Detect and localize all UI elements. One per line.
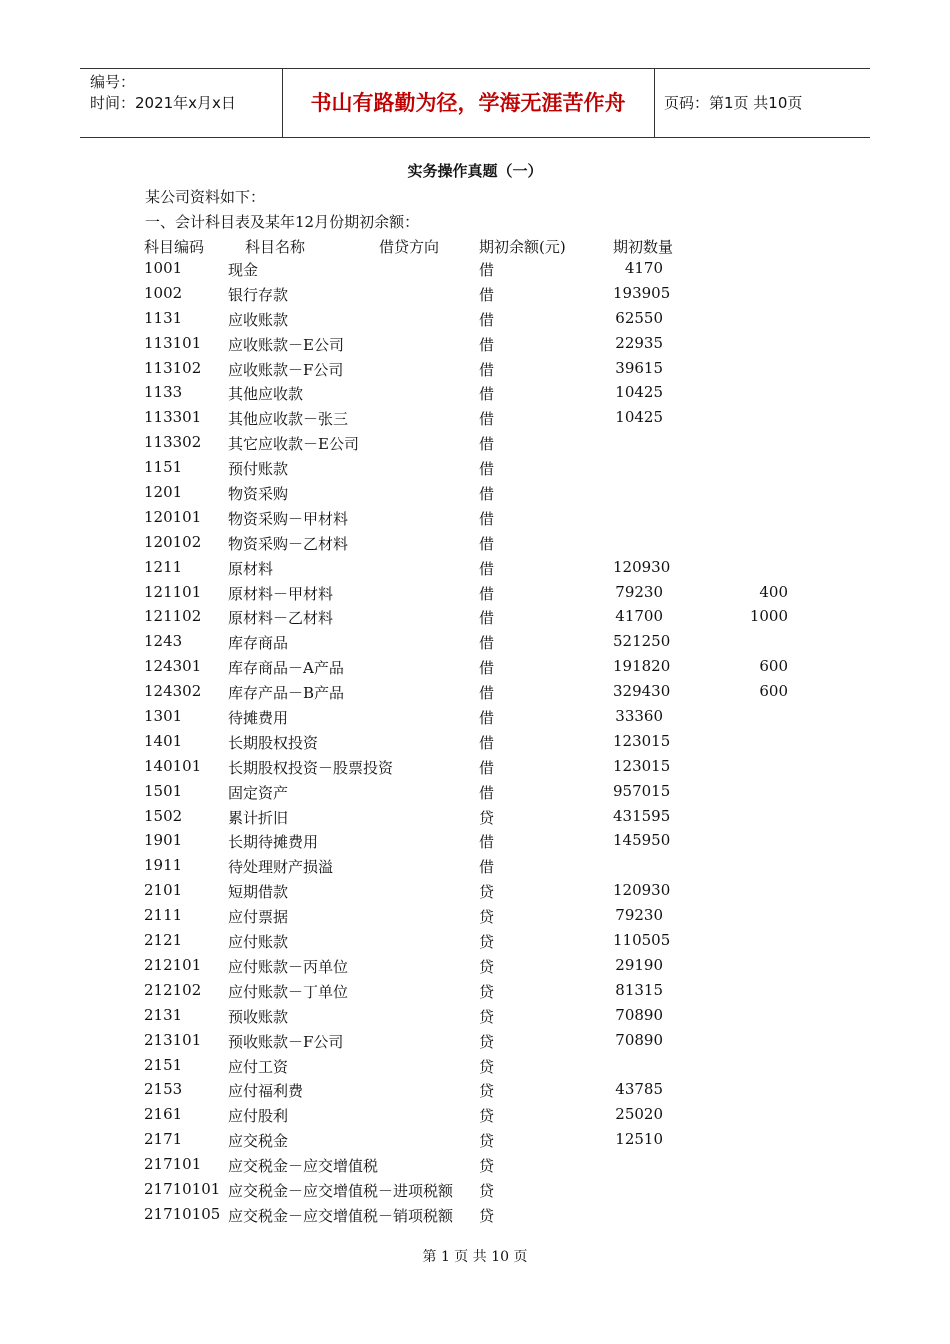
debit-credit-direction: 借 [479,584,495,603]
table-row [0,881,950,906]
account-name: 待摊费用 [228,709,289,728]
debit-credit-direction: 贷 [479,1082,495,1101]
account-name: 长期股权投资 [228,733,319,752]
account-code: 1001 [144,259,183,277]
account-name: 库存产品－B产品 [228,684,345,703]
table-row [0,956,950,981]
account-name: 应交税金 [228,1132,289,1151]
table-row [0,657,950,682]
opening-balance: 39615 [615,358,663,377]
column-header-direction: 借贷方向 [379,238,440,256]
table-row [0,259,950,284]
table-row [0,558,950,583]
account-name: 应付福利费 [228,1082,304,1101]
opening-balance: 110505 [613,931,671,950]
account-code: 1151 [144,458,183,477]
table-row [0,831,950,856]
debit-credit-direction: 借 [479,435,495,454]
opening-balance: 81315 [615,980,663,999]
opening-balance: 191820 [613,657,671,676]
account-name: 其它应收款－E公司 [228,435,359,454]
header-page-label: 页码：第1页 共10页 [664,94,803,112]
account-name: 长期待摊费用 [228,833,319,852]
opening-balance: 25020 [615,1105,663,1124]
account-code: 1133 [144,383,183,402]
account-code: 21710105 [144,1204,221,1223]
debit-credit-direction: 借 [479,534,495,553]
opening-quantity: 600 [759,657,788,676]
debit-credit-direction: 借 [479,634,495,653]
debit-credit-direction: 贷 [479,1132,495,1151]
table-row [0,632,950,657]
document-title: 实务操作真题（一） [407,162,543,180]
opening-quantity: 600 [759,682,788,701]
opening-balance: 145950 [613,831,671,850]
account-name: 应付账款－丁单位 [228,982,349,1001]
debit-credit-direction: 借 [479,509,495,528]
table-row [0,807,950,832]
column-header-balance: 期初余额(元) [479,238,566,256]
account-name: 原材料－甲材料 [228,584,334,603]
debit-credit-direction: 借 [479,410,495,429]
account-table [0,259,950,1230]
account-code: 113301 [144,408,202,427]
account-name: 物资采购 [228,485,289,504]
debit-credit-direction: 贷 [479,1107,495,1126]
table-row [0,981,950,1006]
table-row [0,1130,950,1155]
account-name: 预收账款 [228,1007,289,1026]
opening-balance: 120930 [613,881,671,900]
column-header-code: 科目编码 [144,238,205,256]
debit-credit-direction: 借 [479,659,495,678]
account-code: 1401 [144,731,183,750]
opening-balance: 41700 [615,607,663,626]
account-code: 1911 [144,856,183,875]
table-row [0,1180,950,1205]
account-code: 2101 [144,881,183,900]
account-name: 应收账款 [228,310,289,329]
debit-credit-direction: 借 [479,360,495,379]
debit-credit-direction: 借 [479,733,495,752]
debit-credit-direction: 贷 [479,957,495,976]
debit-credit-direction: 借 [479,833,495,852]
opening-balance: 22935 [615,333,663,352]
debit-credit-direction: 借 [479,783,495,802]
table-row [0,508,950,533]
table-row [0,309,950,334]
account-name: 应付账款－丙单位 [228,957,349,976]
table-row [0,583,950,608]
account-code: 2121 [144,931,183,950]
table-row [0,458,950,483]
account-name: 原材料 [228,559,274,578]
account-code: 217101 [144,1155,202,1174]
page-footer: 第 1 页 共 10 页 [422,1249,528,1265]
account-name: 其他应收款 [228,385,304,404]
account-code: 2171 [144,1130,183,1149]
account-name: 应交税金－应交增值税 [228,1157,379,1176]
opening-balance: 10425 [615,383,663,402]
account-code: 2131 [144,1005,183,1024]
account-name: 应付票据 [228,908,289,927]
table-row [0,1031,950,1056]
account-code: 140101 [144,756,202,775]
opening-balance: 4170 [624,259,663,277]
opening-quantity: 1000 [749,607,788,626]
account-code: 1301 [144,707,183,726]
account-name: 预付账款 [228,460,289,479]
header-meta [90,72,236,114]
debit-credit-direction: 贷 [479,883,495,902]
account-name: 应交税金－应交增值税－销项税额 [228,1206,454,1225]
account-code: 1901 [144,831,183,850]
debit-credit-direction: 借 [479,385,495,404]
debit-credit-direction: 借 [479,310,495,329]
account-code: 2161 [144,1105,183,1124]
debit-credit-direction: 借 [479,460,495,479]
account-name: 应付工资 [228,1057,289,1076]
account-code: 124301 [144,657,202,676]
table-row [0,408,950,433]
opening-balance: 33360 [615,707,663,726]
table-row [0,1056,950,1081]
opening-balance: 62550 [615,308,663,327]
account-name: 库存商品－A产品 [228,659,344,678]
opening-quantity: 400 [759,582,788,601]
table-row [0,906,950,931]
debit-credit-direction: 贷 [479,1032,495,1051]
account-name: 物资采购－甲材料 [228,509,349,528]
debit-credit-direction: 借 [479,261,495,279]
debit-credit-direction: 借 [479,684,495,703]
table-row [0,931,950,956]
account-code: 21710101 [144,1179,221,1198]
debit-credit-direction: 贷 [479,1157,495,1176]
opening-balance: 957015 [613,781,671,800]
account-code: 1002 [144,283,183,302]
opening-balance: 12510 [615,1130,663,1149]
number-label: 编号： [90,73,136,91]
table-row [0,483,950,508]
debit-credit-direction: 借 [479,609,495,628]
opening-balance: 29190 [615,955,663,974]
opening-balance: 70890 [615,1030,663,1049]
account-name: 库存商品 [228,634,289,653]
time-label: 时间：2021年x月x日 [90,94,236,112]
account-code: 113302 [144,433,202,452]
table-row [0,359,950,384]
opening-balance: 43785 [615,1080,663,1099]
opening-balance: 70890 [615,1005,663,1024]
account-code: 1502 [144,806,183,825]
account-code: 2111 [144,906,183,925]
account-code: 113101 [144,333,202,352]
table-row [0,707,950,732]
account-name: 原材料－乙材料 [228,609,334,628]
debit-credit-direction: 贷 [479,808,495,827]
account-code: 2151 [144,1055,183,1074]
account-code: 1201 [144,483,183,502]
account-name: 待处理财产损溢 [228,858,334,877]
debit-credit-direction: 贷 [479,1057,495,1076]
debit-credit-direction: 贷 [479,1206,495,1225]
debit-credit-direction: 贷 [479,933,495,952]
table-row [0,533,950,558]
account-name: 长期股权投资－股票投资 [228,758,394,777]
table-row [0,284,950,309]
table-row [0,1006,950,1031]
account-code: 212102 [144,980,202,999]
account-code: 121101 [144,582,202,601]
account-code: 213101 [144,1030,202,1049]
opening-balance: 123015 [613,731,671,750]
table-row [0,433,950,458]
account-code: 121102 [144,607,202,626]
table-row [0,334,950,359]
table-header [0,236,950,258]
opening-balance: 521250 [613,632,671,651]
account-code: 120102 [144,532,202,551]
debit-credit-direction: 借 [479,858,495,877]
account-code: 1243 [144,632,183,651]
opening-balance: 123015 [613,756,671,775]
table-row [0,1205,950,1230]
account-code: 1131 [144,308,183,327]
header-divider [654,69,655,137]
column-header-quantity: 期初数量 [613,238,674,256]
account-name: 其他应收款－张三 [228,410,349,429]
section-heading: 一、会计科目表及某年12月份期初余额： [145,213,420,231]
account-name: 物资采购－乙材料 [228,534,349,553]
debit-credit-direction: 借 [479,758,495,777]
account-code: 113102 [144,358,202,377]
table-row [0,1155,950,1180]
table-row [0,757,950,782]
debit-credit-direction: 借 [479,709,495,728]
opening-balance: 79230 [615,582,663,601]
debit-credit-direction: 借 [479,485,495,504]
debit-credit-direction: 贷 [479,982,495,1001]
account-name: 短期借款 [228,883,289,902]
opening-balance: 120930 [613,557,671,576]
opening-balance: 431595 [613,806,671,825]
account-code: 120101 [144,507,202,526]
intro-text: 某公司资料如下： [145,188,266,206]
account-name: 应付账款 [228,933,289,952]
account-name: 应交税金－应交增值税－进项税额 [228,1181,454,1200]
table-row [0,383,950,408]
table-row [0,782,950,807]
column-header-name: 科目名称 [245,238,306,256]
account-name: 应收账款－F公司 [228,360,344,379]
account-name: 应付股利 [228,1107,289,1126]
account-name: 预收账款－F公司 [228,1032,344,1051]
opening-balance: 10425 [615,408,663,427]
table-row [0,1105,950,1130]
debit-credit-direction: 借 [479,335,495,354]
debit-credit-direction: 借 [479,559,495,578]
account-name: 累计折旧 [228,808,289,827]
table-row [0,732,950,757]
account-name: 银行存款 [228,285,289,304]
header-motto: 书山有路勤为径，学海无涯苦作舟 [310,91,626,115]
table-row [0,1080,950,1105]
table-row [0,607,950,632]
account-name: 现金 [228,261,259,279]
account-name: 应收账款－E公司 [228,335,344,354]
table-row [0,682,950,707]
table-row [0,856,950,881]
account-code: 124302 [144,682,202,701]
opening-balance: 193905 [613,283,671,302]
account-code: 1211 [144,557,183,576]
debit-credit-direction: 贷 [479,1007,495,1026]
account-name: 固定资产 [228,783,289,802]
debit-credit-direction: 贷 [479,1181,495,1200]
account-code: 1501 [144,781,183,800]
account-code: 2153 [144,1080,183,1099]
account-code: 212101 [144,955,202,974]
debit-credit-direction: 借 [479,285,495,304]
opening-balance: 79230 [615,906,663,925]
opening-balance: 329430 [613,682,671,701]
page-header [80,68,870,138]
debit-credit-direction: 贷 [479,908,495,927]
